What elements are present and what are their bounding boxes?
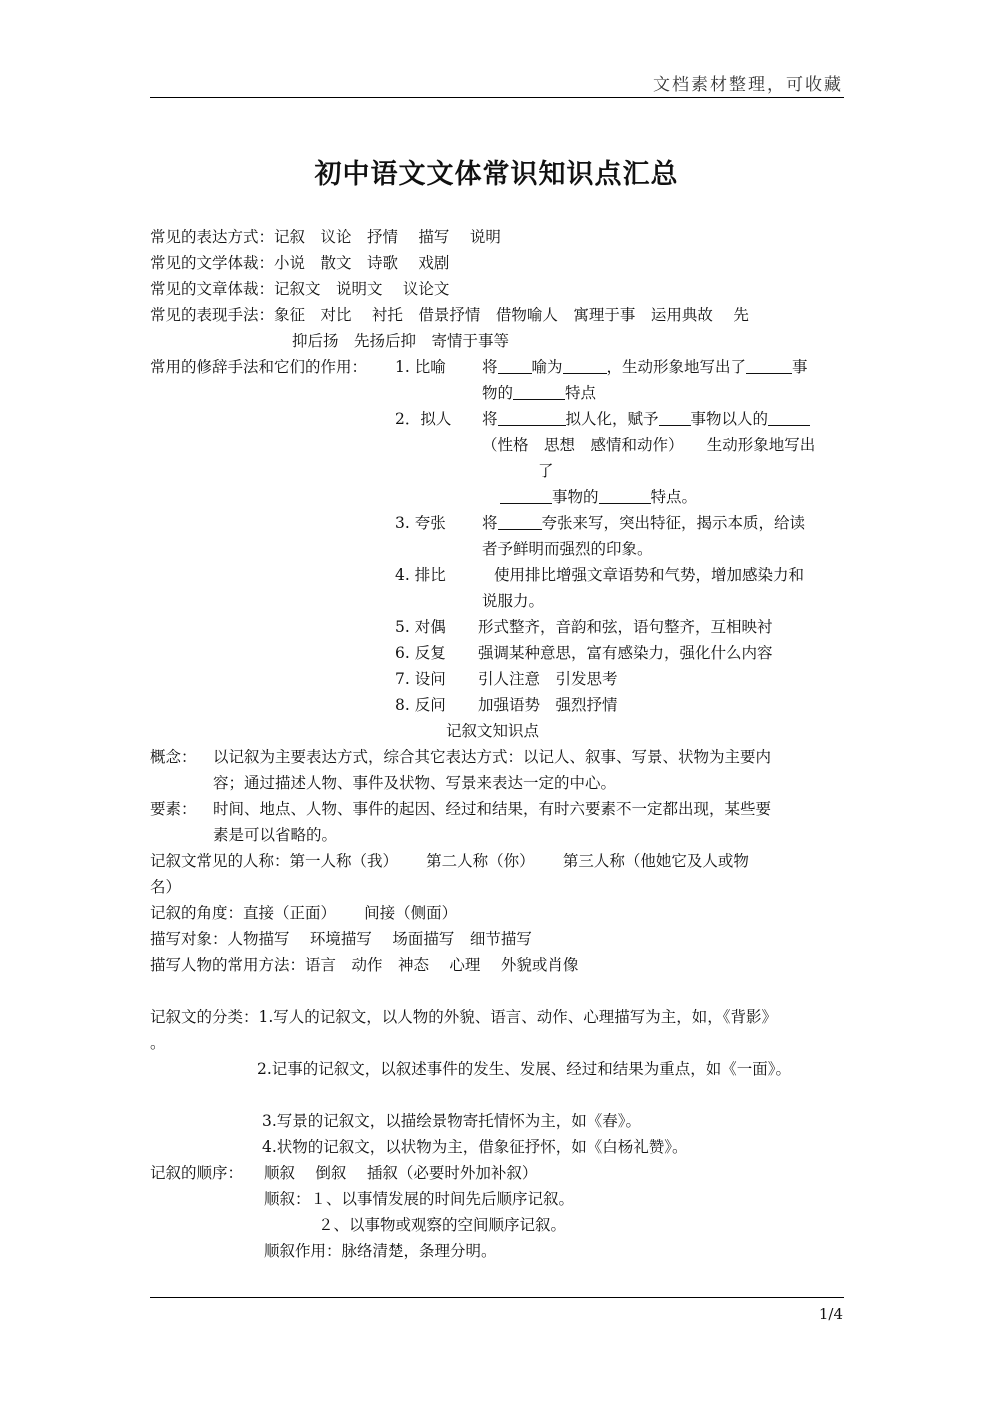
concept-label: 概念：: [150, 748, 197, 766]
desc-part: 夸张来写，突出特征，揭示本质，给读: [541, 514, 806, 532]
fill-blank: [498, 410, 566, 426]
desc-part: 物的: [482, 384, 514, 402]
desc-part: 事物以人的: [690, 410, 769, 428]
rhetoric-item-desc: 强调某种意思，富有感染力，强化什么内容: [478, 644, 773, 662]
order-detail-1: 顺叙：１、以事情发展的时间先后顺序记叙。: [264, 1190, 575, 1208]
rhetoric-item-desc: [500, 487, 697, 507]
concept-line-2: 容；通过描述人物、事件及状物、写景来表达一定的中心。: [213, 774, 617, 792]
desc-part: 将: [482, 358, 498, 376]
footer-rule: [150, 1297, 844, 1298]
rhetoric-item-desc: [482, 357, 808, 377]
article-genres-line: 常见的文章体裁：记叙文 说明文 议论文: [150, 280, 450, 298]
fill-blank: [563, 358, 607, 374]
desc-part: 事物的: [552, 488, 599, 506]
methods-line: 描写人物的常用方法：语言 动作 神态 心理 外貌或肖像: [150, 956, 579, 974]
rhetoric-item-desc: 引人注意 引发思考: [478, 670, 618, 688]
angle-line: 记叙的角度：直接（正面） 间接（侧面）: [150, 904, 458, 922]
order-detail-2: ２、以事物或观察的空间顺序记叙。: [318, 1216, 567, 1234]
elements-label: 要素：: [150, 800, 197, 818]
classification-line-2: 2.记事的记叙文，以叙述事件的发生、发展、经过和结果为重点，如《一面》。: [257, 1060, 792, 1078]
fill-blank: [498, 358, 532, 374]
classification-line-3: 3.写景的记叙文，以描绘景物寄托情怀为主，如《春》。: [262, 1112, 642, 1130]
expression-modes-line: 常见的表达方式：记叙 议论 抒情 描写 说明: [150, 228, 501, 246]
concept-line-1: 以记叙为主要表达方式，综合其它表达方式：以记人、叙事、写景、状物为主要内: [213, 748, 772, 766]
desc-part: ，生动形象地写出了: [606, 358, 747, 376]
rhetoric-item-desc: 者予鲜明而强烈的印象。: [482, 540, 653, 558]
desc-part: 将: [482, 514, 498, 532]
techniques-line-1: 常见的表现手法：象征 对比 衬托 借景抒情 借物喻人 寓理于事 运用典故 先: [150, 306, 749, 324]
page-number: 1/4: [818, 1305, 843, 1323]
order-detail-3: 顺叙作用：脉络清楚，条理分明。: [264, 1242, 497, 1260]
classification-line-1: 记叙文的分类：1.写人的记叙文，以人物的外貌、语言、动作、心理描写为主，如，《背影》: [150, 1008, 778, 1026]
rhetoric-item-num: 2．拟人: [395, 410, 452, 428]
rhetoric-heading: 常用的修辞手法和它们的作用：: [150, 358, 368, 376]
fill-blank: [746, 358, 792, 374]
order-label: 记叙的顺序：: [150, 1164, 244, 1182]
rhetoric-item-desc: [482, 409, 810, 429]
rhetoric-item-desc: 形式整齐，音韵和弦，语句整齐，互相映衬: [478, 618, 773, 636]
rhetoric-item-num: 4. 排比: [395, 566, 446, 584]
desc-part: 特点: [565, 384, 597, 402]
desc-part: 将: [482, 410, 498, 428]
fill-blank: [768, 410, 810, 426]
classification-line-1b: 。: [150, 1034, 166, 1052]
desc-part: 事: [792, 358, 808, 376]
rhetoric-item-num: 8. 反问: [395, 696, 446, 714]
page-title: 初中语文文体常识知识点汇总: [314, 159, 679, 190]
header-rule: [150, 97, 844, 98]
fill-blank: [500, 488, 552, 504]
rhetoric-item-num: 3. 夸张: [395, 514, 446, 532]
fill-blank: [498, 514, 542, 530]
rhetoric-item-num: 5. 对偶: [395, 618, 446, 636]
person-line-1: 记叙文常见的人称：第一人称（我） 第二人称（你） 第三人称（他她它及人或物: [150, 852, 749, 870]
literary-genres-line: 常见的文学体裁：小说 散文 诗歌 戏剧: [150, 254, 450, 272]
rhetoric-item-desc: [482, 513, 805, 533]
fill-blank: [513, 384, 565, 400]
techniques-line-2: 抑后扬 先扬后抑 寄情于事等: [292, 332, 510, 350]
rhetoric-item-num: 6. 反复: [395, 644, 446, 662]
desc-part: 拟人化，赋予: [565, 410, 659, 428]
fill-blank: [659, 410, 691, 426]
desc-part: 喻为: [531, 358, 563, 376]
objects-line: 描写对象：人物描写 环境描写 场面描写 细节描写: [150, 930, 532, 948]
header-text: 文档素材整理，可收藏: [653, 75, 843, 95]
narrative-heading: 记叙文知识点: [446, 722, 540, 740]
rhetoric-item-desc: 说服力。: [482, 592, 545, 610]
rhetoric-item-num: 7. 设问: [395, 670, 446, 688]
rhetoric-item-desc: 了: [538, 462, 554, 480]
rhetoric-item-num: 1. 比喻: [395, 358, 446, 376]
elements-line-2: 素是可以省略的。: [213, 826, 338, 844]
classification-line-4: 4.状物的记叙文，以状物为主，借象征抒怀，如《白杨礼赞》。: [262, 1138, 688, 1156]
rhetoric-item-desc: 加强语势 强烈抒情: [478, 696, 618, 714]
rhetoric-item-desc: （性格 思想 感情和动作） 生动形象地写出: [482, 436, 816, 454]
rhetoric-item-desc: [482, 383, 596, 403]
desc-part: 特点。: [650, 488, 698, 506]
person-line-2: 名）: [150, 878, 182, 896]
rhetoric-item-desc: 使用排比增强文章语势和气势，增加感染力和: [494, 566, 805, 584]
fill-blank: [599, 488, 651, 504]
order-types: 顺叙 倒叙 插叙（必要时外加补叙）: [264, 1164, 538, 1182]
elements-line-1: 时间、地点、人物、事件的起因、经过和结果，有时六要素不一定都出现，某些要: [213, 800, 772, 818]
